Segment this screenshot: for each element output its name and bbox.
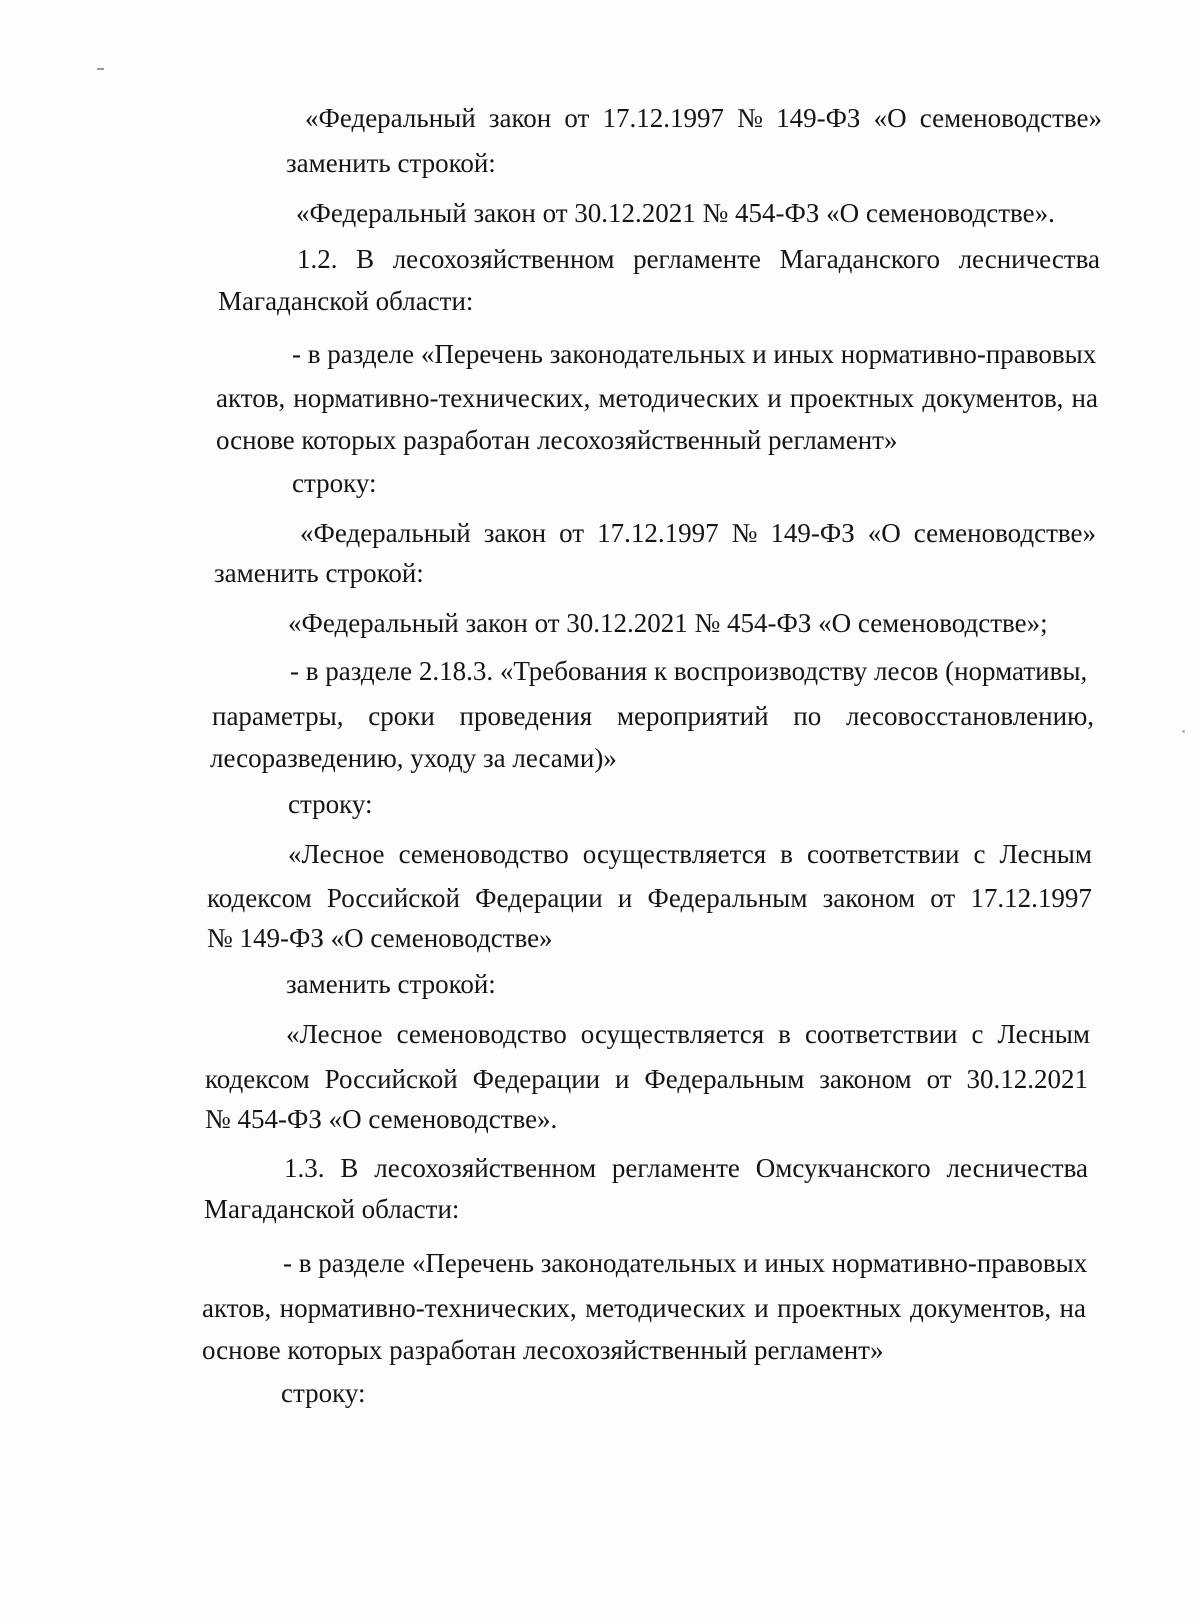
word: В: [356, 244, 375, 274]
word: Магаданского: [779, 244, 940, 274]
word: семеноводстве»: [919, 103, 1102, 133]
text-line: строку:: [281, 1378, 366, 1408]
word: «О: [873, 103, 907, 133]
text-line: - в разделе «Перечень законодательных и иных нормативно-правовых: [292, 339, 1097, 369]
word: «Федеральный: [305, 103, 476, 133]
word: №: [731, 518, 758, 548]
word: №: [737, 103, 763, 133]
word: 17.12.1997: [602, 103, 725, 133]
word: в: [780, 839, 793, 869]
text-line: [212, 700, 1094, 732]
word: Федеральным: [647, 883, 808, 913]
word: лесохозяйственном: [392, 244, 615, 274]
word: лесничества: [946, 1153, 1088, 1183]
word: 30.12.2021: [966, 1064, 1088, 1094]
word: актов,: [202, 1293, 272, 1323]
word: на: [1059, 1293, 1086, 1323]
text-line: - в разделе 2.18.3. «Требования к воспроизводству лесов (нормативы,: [290, 656, 1088, 686]
word: Федерации: [475, 883, 603, 913]
word: документов,: [910, 1293, 1052, 1323]
word: «Лесное: [286, 1019, 383, 1049]
word: законом: [822, 883, 916, 913]
word: закон: [483, 518, 547, 548]
scan-speck: [1182, 730, 1185, 733]
word: и: [754, 1293, 769, 1323]
word: кодексом: [205, 1064, 310, 1094]
word: от: [559, 518, 585, 548]
word: и: [767, 383, 782, 413]
word: документов,: [922, 383, 1064, 413]
word: сроки: [368, 701, 435, 731]
word: Российской: [324, 1064, 458, 1094]
text-line: [205, 1063, 1088, 1095]
text-line: [202, 1292, 1086, 1324]
word: и: [615, 1064, 630, 1094]
word: методических: [598, 383, 760, 413]
text-line: строку:: [292, 468, 377, 498]
word: методических: [585, 1293, 746, 1323]
text-line: основе которых разработан лесохозяйственный регламент»: [202, 1335, 884, 1365]
word: от: [564, 103, 590, 133]
word: в: [778, 1019, 791, 1049]
word: лесовосстановлению,: [845, 701, 1094, 731]
word: Федеральным: [644, 1064, 805, 1094]
word: нормативно-технических,: [293, 383, 591, 413]
text-line: строку:: [288, 789, 373, 819]
word: 1.2.: [297, 244, 338, 274]
word: по: [793, 701, 822, 731]
word: осуществляется: [582, 839, 767, 869]
text-line: Магаданской области:: [218, 286, 474, 316]
word: и: [617, 883, 633, 913]
word: соответствии: [806, 839, 960, 869]
word: 149-ФЗ: [770, 518, 855, 548]
word: Лесным: [997, 1019, 1090, 1049]
word: законом: [819, 1064, 912, 1094]
word: лесохозяйственном: [374, 1153, 597, 1183]
text-line: [305, 102, 1102, 134]
word: 149-ФЗ: [776, 103, 861, 133]
word: Федерации: [472, 1064, 601, 1094]
word: проведения: [459, 701, 593, 731]
word: на: [1071, 383, 1098, 413]
text-line: № 454-ФЗ «О семеноводстве».: [205, 1104, 558, 1134]
word: регламенте: [611, 1153, 740, 1183]
word: с: [971, 1019, 984, 1049]
section-heading-line: [284, 1152, 1088, 1184]
word: параметры,: [212, 701, 344, 731]
word: Российской: [326, 883, 460, 913]
word: семеноводстве»: [913, 518, 1096, 548]
section-heading-line: [297, 243, 1100, 275]
text-line: № 149-ФЗ «О семеноводстве»: [207, 923, 553, 953]
word: с: [973, 839, 986, 869]
text-line: Магаданской области:: [204, 1194, 460, 1224]
word: закон: [488, 103, 552, 133]
text-line: лесоразведению, уходу за лесами)»: [210, 743, 617, 773]
word: регламенте: [633, 244, 762, 274]
word: Омсукчанского: [755, 1153, 931, 1183]
text-line: «Федеральный закон от 30.12.2021 № 454-ФЗ «О семеноводстве»;: [288, 608, 1048, 638]
word: семеноводство: [398, 839, 569, 869]
word: лесничества: [958, 244, 1100, 274]
text-line: заменить строкой:: [286, 148, 496, 178]
word: осуществляется: [580, 1019, 765, 1049]
word: 17.12.1997: [597, 518, 719, 548]
text-line: заменить строкой:: [286, 969, 496, 999]
word: проектных: [789, 383, 915, 413]
text-line: - в разделе «Перечень законодательных и иных нормативно-правовых: [283, 1248, 1088, 1278]
text-line: [288, 838, 1092, 870]
word: семеноводство: [396, 1019, 567, 1049]
word: соответствии: [804, 1019, 958, 1049]
text-line: [300, 517, 1096, 549]
word: «Лесное: [288, 839, 385, 869]
word: «О: [867, 518, 901, 548]
text-line: заменить строкой:: [214, 558, 424, 588]
word: нормативно-технических,: [279, 1293, 577, 1323]
word: В: [340, 1153, 359, 1183]
word: 17.12.1997: [970, 883, 1092, 913]
word: мероприятий: [616, 701, 769, 731]
word: Лесным: [999, 839, 1092, 869]
text-line: основе которых разработан лесохозяйственный регламент»: [216, 425, 898, 455]
text-line: [207, 882, 1092, 914]
word: кодексом: [207, 883, 312, 913]
word: актов,: [216, 383, 286, 413]
word: проектных: [777, 1293, 902, 1323]
text-line: [216, 382, 1098, 414]
scan-speck: [97, 68, 104, 70]
text-line: [286, 1018, 1090, 1050]
word: от: [926, 1064, 952, 1094]
word: от: [930, 883, 956, 913]
text-line: «Федеральный закон от 30.12.2021 № 454-ФЗ «О семеноводстве».: [296, 198, 1055, 228]
word: «Федеральный: [300, 518, 471, 548]
word: 1.3.: [284, 1153, 325, 1183]
